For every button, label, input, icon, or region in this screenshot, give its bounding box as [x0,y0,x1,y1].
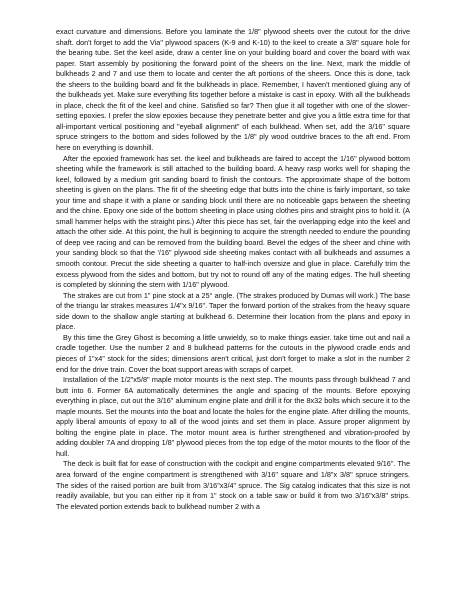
paragraph-2: After the epoxied framework has set. the keel and bulkheads are faired to accept the 1/16" plywood bottom sheeting while the framework is still attached to the building board. A heavy rasp works well for shaping the keel, followed by a medium grit sanding board to finish the contours. The approximate shape of the bottom sheeting is given on the plans. The fit of the sheeting edge that butts into the chine is fairly important, so take your time and shape it with a plane or sanding block until there are no noticeable gaps between the sheeting and the chine. Epoxy one side of the bottom sheeting in place using clothes pins and straight pins to hold it. (A small hammer helps with the straight pins.) After this piece has set, fair the overlapping edge into the keel and attach the other side. At this point, the hull is beginning to acquire the strength needed to endure the pounding of deep vee racing and can be removed from the building board. Bevel the edges of the sheer and chine with your sanding block so that the '/16" plywood side sheeting makes contact with all bulkheads and assumes a smooth contour. Precut the side sheeting a quarter to half-inch oversize and glue in place. Carefully trim the excess plywood from the sides and bottom, but try not to round off any of the mating edges. The hull sheeting is completed by skinning the stern with 1/16" plywood. [56,153,410,290]
paragraph-6: The deck is built flat for ease of construction with the cockpit and engine compartments elevated 9/16". The area forward of the engine compartment is strengthened with 3/16" square and 1/8"x 3/8" spruce stringers. The sides of the raised portion are built from 3/16"x3/4" spruce. The Sig catalog indicates that this size is not readily available, but you can either rip it from 1" stock on a table saw or build it from two 3/16"x3/8" strips. The elevated portion extends back to bulkhead number 2 with a [56,459,410,511]
paragraph-1: exact curvature and dimensions. Before you laminate the 1/8" plywood sheets over the cutout for the drive shaft. don't forget to add the Via" plywood spacers (K-9 and K-10) to the keel to create a 3/8" square hole for the bearing tube. Set the keel aside, draw a center line on your building board and cover the board with wax paper. Start assembly by positioning the forward point of the sheers on the line. Next, mark the middle of bulkheads 2 and 7 and use them to locate and center the aft portions of the sheers. Once this is done, tack the sheers to the building board and fit the bulkheads in place. Remember, I haven't mentioned gluing any of the bulkheads yet. Make sure everything fits together before a mistake is cast in epoxy. With all the bulkheads in place, check the fit of the keel and chine. Satisfied so far? Then glue it all together with one of the slower-setting epoxies. I prefer the slow epoxies because they penetrate better and give you a little extra time for that all-important vertical positioning and "eyeball alignment" of each bulkhead. When set, add the 3/16" square spruce stringers to the bottom and sides followed by the 1/8" ply wood outdrive braces to the aft end. From here on everything is downhill. [56,27,410,153]
paragraph-5: Installation of the 1/2"x5/8" maple motor mounts is the next step. The mounts pass through bulkhead 7 and butt into 6. Former 6A automatically determines the angle and spacing of the mounts. Before epoxying everything in place, cut out the 3/16" aluminum engine plate and drill it for the 8x32 bolts which secure it to the maple mounts. Set the mounts into the boat and locate the holes for the engine plate. After drilling the mounts, apply liberal amounts of epoxy to all of the wood joints and set them in place. Assure proper alignment by bolting the engine plate in place. The motor mount area is further strengthened and vibration-proofed by adding doubler 7A and dropping 1/8" plywood pieces from the top edge of the motor mounts to the floor of the hull. [56,375,410,458]
paragraph-4: By this time the Grey Ghost is becoming a little unwieldy, so to make things easier. take time out and nail a cradle together. Use the number 2 and 8 bulkhead patterns for the cutouts in the plywood cradle ends and pieces of 1"x4" stock for the sides; dimensions aren't critical, just don't forget to make a slot in the number 2 end for the drive train. Cover the boat support areas with scraps of carpet. [56,332,410,374]
paragraph-3: The strakes are cut from 1" pine stock at a 25° angle. (The strakes produced by Dumas will work.) The base of the triangu lar strakes measures 1/4"x 9/16". Taper the forward portion of the strakes from the heavy square side down to the shallow angle starting at bulkhead 6. Determine their location from the plans and epoxy in place. [56,290,410,332]
